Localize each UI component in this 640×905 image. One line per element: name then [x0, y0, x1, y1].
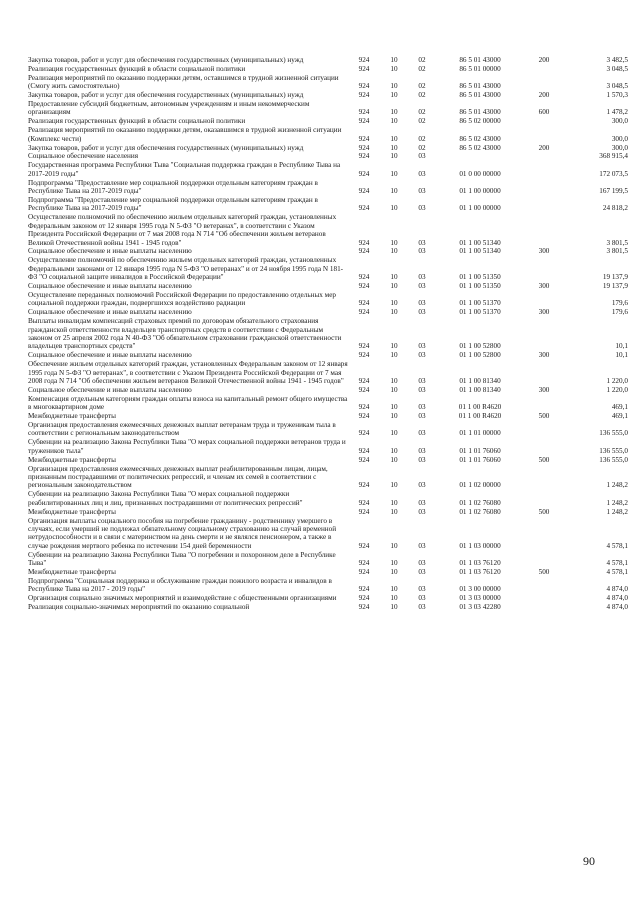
row-ministry-code: 924	[358, 567, 370, 576]
row-amount: 1 478,2	[606, 108, 628, 117]
row-name: Субвенции на реализацию Закона Республики Тыва "О мерах социальной поддержки реабилитированных лиц и лиц, признанных пострадавшими от политических репрессий"	[28, 490, 303, 507]
row-expense-type-code: 300	[538, 351, 550, 360]
row-subsection-code: 03	[418, 273, 426, 282]
table-row	[28, 91, 628, 100]
row-subsection-code: 02	[418, 117, 426, 126]
row-expense-type-code	[524, 517, 564, 551]
row-target-article-code: 01 1 00 51370	[459, 308, 501, 317]
row-amount: 1 220,0	[606, 377, 628, 386]
row-section-code: 10	[390, 567, 398, 576]
row-section-code: 10	[390, 385, 398, 394]
table-row	[28, 594, 628, 603]
row-subsection-code: 03	[418, 351, 426, 360]
row-expense-type-code	[524, 395, 564, 412]
page-number: 90	[583, 854, 595, 868]
row-name: Социальное обеспечение населения	[28, 152, 139, 161]
row-expense-type-code	[524, 117, 564, 126]
row-ministry-code: 924	[358, 385, 370, 394]
row-amount: 1 570,3	[606, 91, 628, 100]
row-name: Выплаты инвалидам компенсаций страховых премий по договорам обязательного страхования гражданской ответственности владельцев транспортных средств в соответствии с Федеральным законом от 25 апреля 2002 года N 40-ФЗ "Об обязательном страховании гражданской ответственности владельцев транспортных средств"	[28, 317, 342, 351]
row-expense-type-code	[524, 291, 564, 308]
row-ministry-code: 924	[358, 247, 370, 256]
row-subsection-code: 03	[418, 585, 426, 594]
row-target-article-code: 01 0 00 00000	[459, 169, 501, 178]
table-row	[28, 386, 628, 395]
row-subsection-code: 02	[418, 82, 426, 91]
row-subsection-code: 03	[418, 481, 426, 490]
table-row	[28, 508, 628, 517]
row-ministry-code: 924	[358, 152, 370, 161]
table-row	[28, 117, 628, 126]
table-row	[28, 161, 628, 178]
row-name: Подпрограмма "Предоставление мер социальной поддержки отдельным категориям граждан в Республике Тыва на 2017-2019 годы"	[28, 178, 318, 196]
row-name: Реализация государственных функций в области социальной политики	[28, 64, 246, 73]
budget-table-body	[28, 56, 628, 612]
table-row	[28, 196, 628, 213]
row-expense-type-code	[524, 360, 564, 386]
row-target-article-code: 01 1 00 00000	[459, 204, 501, 213]
row-section-code: 10	[390, 134, 398, 143]
row-expense-type-code	[524, 594, 564, 603]
row-expense-type-code: 300	[538, 385, 550, 394]
table-row	[28, 100, 628, 117]
table-row	[28, 395, 628, 412]
row-section-code: 10	[390, 282, 398, 291]
row-amount: 4 874,0	[606, 594, 628, 603]
table-row	[28, 317, 628, 351]
row-subsection-code: 03	[418, 403, 426, 412]
row-name: Межбюджетные трансферты	[28, 567, 116, 576]
row-expense-type-code	[524, 438, 564, 455]
row-section-code: 10	[390, 455, 398, 464]
row-section-code: 10	[390, 559, 398, 568]
table-row	[28, 490, 628, 507]
row-amount: 1 248,2	[606, 498, 628, 507]
table-row	[28, 282, 628, 291]
row-name: Закупка товаров, работ и услуг для обеспечения государственных (муниципальных) нужд	[28, 56, 304, 64]
row-name: Организация социально значимых мероприятий и взаимодействие с общественными организациями	[28, 594, 337, 603]
row-subsection-code: 03	[418, 446, 426, 455]
row-target-article-code: 01 1 00 51340	[459, 247, 501, 256]
table-row	[28, 438, 628, 455]
row-name: Субвенции на реализацию Закона Республики Тыва "О мерах социальной поддержки ветеранов труда и тружеников тыла"	[28, 438, 346, 455]
table-row	[28, 412, 628, 421]
row-ministry-code: 924	[358, 507, 370, 516]
row-amount: 300,0	[611, 143, 628, 152]
row-target-article-code: 01 1 00 51350	[459, 273, 501, 282]
row-ministry-code: 924	[358, 412, 370, 421]
row-ministry-code: 924	[358, 117, 370, 126]
table-row	[28, 465, 628, 491]
row-section-code: 10	[390, 308, 398, 317]
row-subsection-code: 03	[418, 559, 426, 568]
row-expense-type-code: 300	[538, 247, 550, 256]
row-name: Социальное обеспечение и иные выплаты населению	[28, 282, 192, 291]
row-target-article-code: 01 1 00 R4620	[458, 412, 502, 421]
row-target-article-code: 01 1 03 76120	[459, 559, 501, 568]
row-subsection-code: 03	[418, 342, 426, 351]
row-subsection-code: 03	[418, 299, 426, 308]
row-name: Социальное обеспечение и иные выплаты населению	[28, 247, 192, 256]
row-section-code: 10	[390, 108, 398, 117]
row-expense-type-code: 200	[538, 56, 550, 64]
row-amount: 167 199,5	[599, 187, 628, 196]
table-row	[28, 65, 628, 74]
row-subsection-code: 03	[418, 594, 426, 603]
row-target-article-code: 01 1 02 00000	[459, 481, 501, 490]
row-amount: 469,1	[611, 412, 628, 421]
row-ministry-code: 924	[358, 594, 370, 603]
row-amount: 10,1	[615, 351, 628, 360]
row-name: Социальное обеспечение и иные выплаты населению	[28, 351, 192, 360]
row-section-code: 10	[390, 56, 398, 64]
row-ministry-code: 924	[358, 481, 370, 490]
row-expense-type-code: 200	[538, 143, 550, 152]
row-subsection-code: 03	[418, 308, 426, 317]
row-subsection-code: 03	[418, 204, 426, 213]
table-row	[28, 179, 628, 196]
row-expense-type-code: 500	[538, 412, 550, 421]
table-row	[28, 256, 628, 282]
row-amount: 1 220,0	[606, 385, 628, 394]
row-name: Межбюджетные трансферты	[28, 507, 116, 516]
row-expense-type-code	[524, 551, 564, 568]
row-section-code: 10	[390, 82, 398, 91]
row-expense-type-code	[524, 196, 564, 213]
row-expense-type-code: 500	[538, 507, 550, 516]
row-ministry-code: 924	[358, 91, 370, 100]
row-ministry-code: 924	[358, 299, 370, 308]
row-section-code: 10	[390, 342, 398, 351]
row-name: Подпрограмма "Предоставление мер социальной поддержки отдельным категориям граждан в Республике Тыва на 2017-2019 годы"	[28, 196, 318, 213]
row-ministry-code: 924	[358, 273, 370, 282]
row-target-article-code: 86 5 02 00000	[459, 117, 501, 126]
row-target-article-code	[436, 152, 524, 161]
row-section-code: 10	[390, 64, 398, 73]
row-amount: 3 482,5	[606, 56, 628, 64]
row-subsection-code: 03	[418, 187, 426, 196]
row-section-code: 10	[390, 117, 398, 126]
row-target-article-code: 01 1 00 00000	[459, 187, 501, 196]
row-name: Социальное обеспечение и иные выплаты населению	[28, 308, 192, 317]
table-row	[28, 551, 628, 568]
table-row	[28, 568, 628, 577]
row-target-article-code: 86 5 01 00000	[459, 64, 501, 73]
budget-table	[28, 56, 628, 612]
row-expense-type-code	[524, 577, 564, 594]
row-name: Организация выплаты социального пособия на погребение гражданину - родственнику умершего в случаях, если умерший не подлежал обязательному социальному страхованию на случай временной нетрудоспособности и в связи с материнством на день смерти и не являлся пенсионером, а также в случае рождения мертвого ребенка по истечении 154 дней беременности	[28, 516, 337, 550]
row-expense-type-code	[524, 161, 564, 178]
table-row	[28, 577, 628, 594]
row-section-code: 10	[390, 498, 398, 507]
row-name: Социальное обеспечение и иные выплаты населению	[28, 385, 192, 394]
table-row	[28, 351, 628, 360]
row-subsection-code: 02	[418, 91, 426, 100]
row-name: Закупка товаров, работ и услуг для обеспечения государственных (муниципальных) нужд	[28, 143, 304, 152]
row-section-code: 10	[390, 585, 398, 594]
row-ministry-code: 924	[358, 56, 370, 64]
row-expense-type-code: 500	[538, 567, 550, 576]
row-ministry-code: 924	[358, 187, 370, 196]
table-row	[28, 56, 628, 65]
row-expense-type-code: 600	[538, 108, 550, 117]
row-target-article-code: 01 1 02 76080	[459, 498, 501, 507]
row-expense-type-code	[524, 490, 564, 507]
row-amount: 19 137,9	[602, 273, 628, 282]
row-target-article-code: 01 1 03 76120	[459, 567, 501, 576]
row-section-code: 10	[390, 238, 398, 247]
row-subsection-code: 03	[418, 152, 426, 161]
row-ministry-code: 924	[358, 308, 370, 317]
row-name: Предоставление субсидий бюджетным, автономным учреждениям и иным некоммерческим организациям	[28, 100, 310, 117]
budget-table-page	[28, 56, 628, 612]
row-name: Реализация социально-значимых мероприятий по оказанию социальной	[28, 603, 250, 612]
row-section-code: 10	[390, 541, 398, 550]
row-section-code: 10	[390, 91, 398, 100]
row-ministry-code: 924	[358, 377, 370, 386]
row-target-article-code: 01 1 00 81340	[459, 377, 501, 386]
row-subsection-code: 03	[418, 238, 426, 247]
row-target-article-code: 01 1 00 51350	[459, 282, 501, 291]
table-row	[28, 126, 628, 143]
row-name: Межбюджетные трансферты	[28, 455, 116, 464]
row-section-code: 10	[390, 403, 398, 412]
row-amount: 19 137,9	[602, 282, 628, 291]
row-ministry-code: 924	[358, 143, 370, 152]
row-amount: 136 555,0	[599, 429, 628, 438]
row-name: Межбюджетные трансферты	[28, 412, 116, 421]
row-section-code: 10	[390, 603, 398, 612]
row-subsection-code: 03	[418, 455, 426, 464]
table-row	[28, 247, 628, 256]
row-target-article-code: 86 5 01 43000	[459, 56, 501, 64]
row-amount: 4 578,1	[606, 559, 628, 568]
row-subsection-code: 02	[418, 108, 426, 117]
row-name: Подпрограмма "Социальная поддержка и обслуживание граждан пожилого возраста и инвалидов в Республике Тыва на 2017 - 2019 годы"	[28, 576, 332, 594]
row-ministry-code: 924	[358, 446, 370, 455]
row-name: Организация предоставления ежемесячных денежных выплат реабилитированным лицам, лицам, признанным пострадавшими от политических репрессий, и членам их семей в соответствии с региональным законодательством	[28, 464, 328, 490]
row-section-code: 10	[390, 204, 398, 213]
row-name: Реализация мероприятий по оказанию поддержки детям, оставшимся в трудной жизненной ситуации (Смогу жить самостоятельно)	[28, 73, 339, 91]
row-ministry-code: 924	[358, 282, 370, 291]
row-target-article-code: 86 5 01 43000	[459, 82, 501, 91]
row-amount: 3 801,5	[606, 247, 628, 256]
row-ministry-code: 924	[358, 64, 370, 73]
table-row	[28, 213, 628, 247]
row-expense-type-code	[524, 179, 564, 196]
row-ministry-code: 924	[358, 498, 370, 507]
row-subsection-code: 03	[418, 412, 426, 421]
row-expense-type-code	[524, 65, 564, 74]
row-target-article-code: 01 1 00 51370	[459, 299, 501, 308]
row-name: Закупка товаров, работ и услуг для обеспечения государственных (муниципальных) нужд	[28, 91, 304, 100]
row-expense-type-code	[524, 465, 564, 491]
row-subsection-code: 03	[418, 567, 426, 576]
row-name: Реализация мероприятий по оказанию поддержки детям, оказавшимся в трудной жизненной ситуации (Комплекс чести)	[28, 126, 342, 143]
row-subsection-code: 03	[418, 169, 426, 178]
row-expense-type-code	[524, 74, 564, 91]
table-row	[28, 144, 628, 153]
row-expense-type-code	[524, 603, 564, 612]
row-section-code: 10	[390, 594, 398, 603]
table-row	[28, 603, 628, 612]
row-ministry-code: 924	[358, 541, 370, 550]
row-subsection-code: 03	[418, 507, 426, 516]
row-expense-type-code: 200	[538, 91, 550, 100]
row-amount: 368 915,4	[599, 152, 628, 161]
row-name: Реализация государственных функций в области социальной политики	[28, 117, 246, 126]
table-row	[28, 74, 628, 91]
row-target-article-code: 86 5 01 43000	[459, 91, 501, 100]
table-row	[28, 456, 628, 465]
row-subsection-code: 03	[418, 247, 426, 256]
row-target-article-code: 01 3 03 42280	[459, 603, 501, 612]
row-name: Осуществление полномочий по обеспечению жильем отдельных категорий граждан, установленных Федеральными законами от 12 января 1995 года N 5-ФЗ "О ветеранах" и от 24 ноября 1995 года N 181-ФЗ "О социальной защите инвалидов в Российской Федерации"	[28, 256, 344, 282]
row-amount: 4 874,0	[606, 603, 628, 612]
row-target-article-code: 86 5 02 43000	[459, 143, 501, 152]
row-subsection-code: 03	[418, 498, 426, 507]
table-row	[28, 152, 628, 161]
row-expense-type-code	[524, 213, 564, 247]
row-name: Компенсация отдельным категориям граждан оплаты взноса на капитальный ремонт общего имущества в многоквартирном доме	[28, 394, 348, 412]
row-target-article-code: 01 1 03 00000	[459, 541, 501, 550]
row-ministry-code: 924	[358, 342, 370, 351]
row-subsection-code: 02	[418, 134, 426, 143]
row-amount: 3 048,5	[606, 64, 628, 73]
row-name: Организация предоставления ежемесячных денежных выплат ветеранам труда и труженикам тыла в соответствии с региональным законодательством	[28, 421, 336, 438]
row-name: Государственная программа Республики Тыва "Социальная поддержка граждан в Республике Тыва на 2017-2019 годы"	[28, 161, 341, 178]
row-amount: 1 248,2	[606, 481, 628, 490]
row-ministry-code: 924	[358, 351, 370, 360]
row-amount: 469,1	[611, 403, 628, 412]
row-expense-type-code	[524, 126, 564, 143]
row-amount: 172 073,5	[599, 169, 628, 178]
row-target-article-code: 01 3 03 00000	[459, 594, 501, 603]
table-row	[28, 308, 628, 317]
row-ministry-code: 924	[358, 169, 370, 178]
row-section-code: 10	[390, 247, 398, 256]
row-ministry-code: 924	[358, 603, 370, 612]
row-amount: 136 555,0	[599, 446, 628, 455]
row-section-code: 10	[390, 481, 398, 490]
row-target-article-code: 01 1 01 76060	[459, 446, 501, 455]
row-name: Осуществление полномочий по обеспечению жильем отдельных категорий граждан, установленных Федеральным законом от 12 января 1995 года N 5-ФЗ "О ветеранах", в соответствии с Указом Президента Российской Федерации от 7 мая 2008 года N 714 "Об обеспечении жильем ветеранов Великой Отечественной войны 1941 - 1945 годов"	[28, 213, 337, 247]
row-section-code: 10	[390, 412, 398, 421]
row-amount: 10,1	[615, 342, 628, 351]
row-target-article-code: 01 1 00 51340	[459, 238, 501, 247]
table-row	[28, 517, 628, 551]
row-ministry-code: 924	[358, 585, 370, 594]
table-row	[28, 360, 628, 386]
row-amount: 179,6	[611, 308, 628, 317]
table-row	[28, 421, 628, 438]
row-target-article-code: 01 1 00 52800	[459, 342, 501, 351]
row-target-article-code: 01 1 00 R4620	[458, 403, 502, 412]
row-ministry-code: 924	[358, 238, 370, 247]
row-name: Обеспечение жильем отдельных категорий граждан, установленных Федеральным законом от 12 января 1995 года N 5-ФЗ "О ветеранах", в соответствии с Указом Президента Российской Федерации от 7 мая 2008 года N 714 "Об обеспечении жильем ветеранов Великой Отечественной войны 1941 - 1945 годов"	[28, 360, 348, 386]
row-target-article-code: 01 1 02 76080	[459, 507, 501, 516]
row-target-article-code: 01 1 01 76060	[459, 455, 501, 464]
row-section-code: 10	[390, 507, 398, 516]
row-subsection-code: 03	[418, 429, 426, 438]
row-section-code: 10	[390, 143, 398, 152]
row-ministry-code: 924	[358, 108, 370, 117]
row-subsection-code: 03	[418, 385, 426, 394]
row-target-article-code: 86 5 02 43000	[459, 134, 501, 143]
row-amount: 300,0	[611, 134, 628, 143]
row-subsection-code: 03	[418, 603, 426, 612]
row-amount: 4 874,0	[606, 585, 628, 594]
row-subsection-code: 02	[418, 56, 426, 64]
row-expense-type-code: 300	[538, 308, 550, 317]
row-amount: 3 048,5	[606, 82, 628, 91]
row-section-code: 10	[390, 273, 398, 282]
row-amount: 136 555,0	[599, 455, 628, 464]
row-ministry-code: 924	[358, 455, 370, 464]
row-expense-type-code	[524, 256, 564, 282]
row-expense-type-code: 300	[538, 282, 550, 291]
row-ministry-code: 924	[358, 403, 370, 412]
table-row	[28, 291, 628, 308]
row-section-code: 10	[390, 299, 398, 308]
row-section-code: 10	[390, 429, 398, 438]
row-section-code: 10	[390, 351, 398, 360]
row-ministry-code: 924	[358, 429, 370, 438]
row-target-article-code: 01 3 00 00000	[459, 585, 501, 594]
row-ministry-code: 924	[358, 204, 370, 213]
row-ministry-code: 924	[358, 82, 370, 91]
row-subsection-code: 03	[418, 541, 426, 550]
row-subsection-code: 03	[418, 282, 426, 291]
row-amount: 300,0	[611, 117, 628, 126]
row-name: Осуществление переданных полномочий Российской Федерации по предоставлению отдельных мер социальной поддержки граждан, подвергшихся воздействию радиации	[28, 290, 337, 308]
row-section-code: 10	[390, 169, 398, 178]
row-amount: 4 578,1	[606, 541, 628, 550]
row-section-code: 10	[390, 152, 398, 161]
row-ministry-code: 924	[358, 559, 370, 568]
row-expense-type-code	[524, 152, 564, 161]
row-amount: 1 248,2	[606, 507, 628, 516]
row-section-code: 10	[390, 187, 398, 196]
row-target-article-code: 01 1 01 00000	[459, 429, 501, 438]
row-amount: 24 818,2	[602, 204, 628, 213]
row-expense-type-code: 500	[538, 455, 550, 464]
row-amount: 4 578,1	[606, 567, 628, 576]
row-target-article-code: 86 5 01 43000	[459, 108, 501, 117]
row-expense-type-code	[524, 421, 564, 438]
row-target-article-code: 01 1 00 52800	[459, 351, 501, 360]
row-section-code: 10	[390, 446, 398, 455]
row-target-article-code: 01 1 00 81340	[459, 385, 501, 394]
row-expense-type-code	[524, 317, 564, 351]
row-ministry-code: 924	[358, 134, 370, 143]
row-subsection-code: 02	[418, 143, 426, 152]
row-subsection-code: 02	[418, 64, 426, 73]
row-subsection-code: 03	[418, 377, 426, 386]
row-name: Субвенции на реализацию Закона Республики Тыва "О погребении и похоронном деле в Республике Тыва"	[28, 550, 336, 568]
row-section-code: 10	[390, 377, 398, 386]
row-amount: 179,6	[611, 299, 628, 308]
row-amount: 3 801,5	[606, 238, 628, 247]
